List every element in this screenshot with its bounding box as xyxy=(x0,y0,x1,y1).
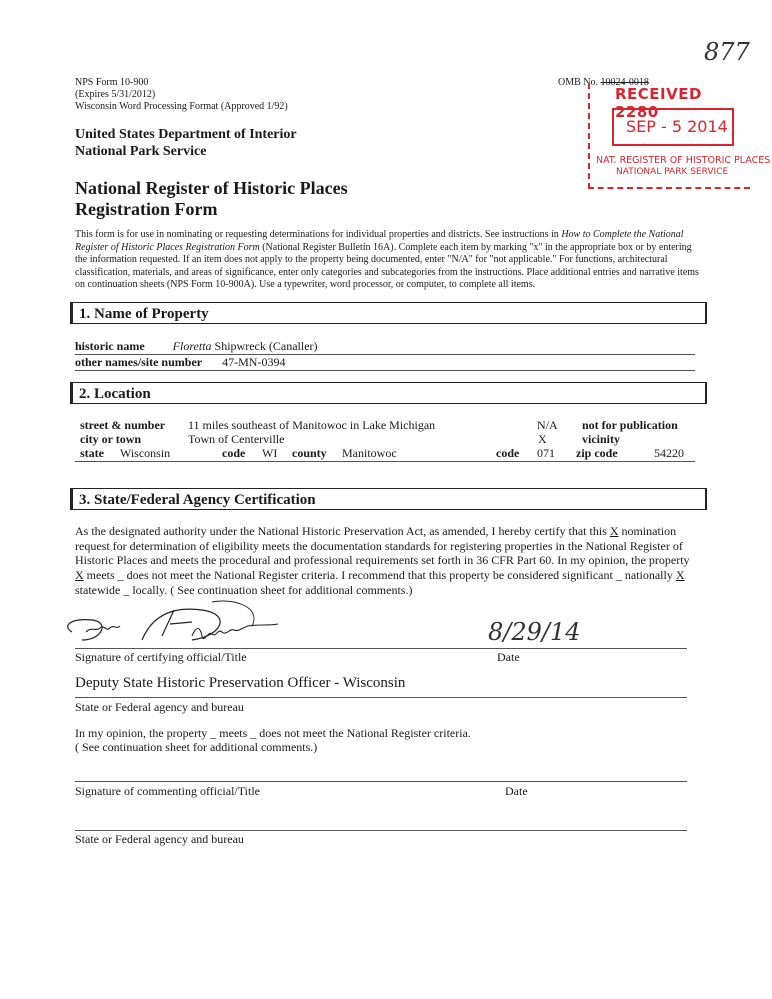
signature-line xyxy=(75,648,687,649)
form-title-line2: Registration Form xyxy=(75,199,218,219)
county-code-value: 071 xyxy=(537,446,555,460)
signature-image xyxy=(62,596,322,656)
commenting-date-label: Date xyxy=(505,784,528,798)
county-value: Manitowoc xyxy=(342,446,397,460)
department-line1: United States Department of Interior xyxy=(75,127,297,142)
date-label: Date xyxy=(497,650,520,664)
instructions-bulletin-title: How to Complete the National Register of Historic Places Registration Form xyxy=(75,229,684,253)
official-title-line xyxy=(75,697,687,698)
form-number: NPS Form 10-900 xyxy=(75,77,149,88)
department-heading xyxy=(75,126,297,160)
street-value: 11 miles southeast of Manitowoc in Lake Michigan xyxy=(188,418,436,432)
section-2-title: 2. Location xyxy=(79,386,151,402)
historic-name-italic: Floretta xyxy=(172,339,212,353)
omb-label: OMB No. xyxy=(558,77,599,88)
handwritten-page-number: 877 xyxy=(704,38,750,66)
other-names-underline xyxy=(75,370,695,371)
state-code-value: WI xyxy=(262,446,278,460)
section-3-heading xyxy=(70,488,707,510)
form-title xyxy=(75,178,348,220)
form-format: Wisconsin Word Processing Format (Approved 1/92) xyxy=(75,101,288,112)
stamp-register: NAT. REGISTER OF HISTORIC PLACES xyxy=(596,155,771,166)
zip-value: 54220 xyxy=(654,446,684,460)
commenting-signature-label: Signature of commenting official/Title xyxy=(75,784,260,798)
county-label: county xyxy=(292,446,327,460)
street-na: N/A xyxy=(537,418,558,432)
commenting-signature-line xyxy=(75,781,687,782)
stamp-service: NATIONAL PARK SERVICE xyxy=(616,167,729,177)
cert-text-3: meets _ does not meet the National Register criteria. I recommend that this property be considered significant _ nationally xyxy=(83,568,676,583)
stamp-date-box xyxy=(612,108,734,146)
certification-paragraph xyxy=(75,524,695,598)
received-stamp xyxy=(588,83,771,189)
department-line2: National Park Service xyxy=(75,144,207,159)
instructions-part1: This form is for use in nominating or requesting determinations for individual properties and districts. See instructions in xyxy=(75,229,562,240)
section-1-heading xyxy=(70,302,707,324)
stamp-received: RECEIVED 2280 xyxy=(615,85,702,121)
agency-label: State or Federal agency and bureau xyxy=(75,700,244,714)
official-title: Deputy State Historic Preservation Officer - Wisconsin xyxy=(75,675,406,691)
agency-label-2: State or Federal agency and bureau xyxy=(75,832,244,846)
signature-label: Signature of certifying official/Title xyxy=(75,650,247,664)
state-label: state xyxy=(80,446,104,460)
historic-name-row xyxy=(75,339,695,353)
form-title-line1: National Register of Historic Places xyxy=(75,178,348,198)
zip-label: zip code xyxy=(576,446,618,460)
vicinity-label: vicinity xyxy=(582,432,620,446)
instructions-paragraph xyxy=(75,229,700,292)
form-expiration: (Expires 5/31/2012) xyxy=(75,89,156,100)
cert-text-4: statewide _ locally. ( See continuation sheet for additional comments.) xyxy=(75,582,413,597)
historic-name-label: historic name xyxy=(75,339,145,353)
agency-line-2 xyxy=(75,830,687,831)
omb-value: 10024-0018 xyxy=(600,77,649,88)
historic-name-rest: Shipwreck (Canaller) xyxy=(211,339,318,353)
section-1-title: 1. Name of Property xyxy=(79,306,209,322)
opinion-line-1: In my opinion, the property _ meets _ does not meet the National Register criteria. xyxy=(75,726,471,740)
other-names-value: 47-MN-0394 xyxy=(222,355,286,369)
street-label: street & number xyxy=(80,418,166,432)
form-header xyxy=(75,77,288,113)
cert-statewide-mark: X xyxy=(675,568,685,583)
other-names-label: other names/site number xyxy=(75,355,203,369)
signature-graphic xyxy=(62,596,322,656)
cert-meets-mark: X xyxy=(75,568,84,583)
signature-date: 8/29/14 xyxy=(488,618,581,646)
location-underline xyxy=(75,461,695,462)
other-names-row xyxy=(75,355,285,369)
instructions-part2: (National Register Bulletin 16A). Complete each item by marking "x" in the appropriate box or by entering the information requested. If an item does not apply to the property being documented, enter "N/A" for "not applicable." For functions, architectural classification, materials, and areas of significance, enter only categories and subcategories from the instructions. Place additional entries and narrative items on continuation sheets (NPS Form 10-900A). Use a typewriter, word processor, or computer, to complete all items. xyxy=(75,241,699,291)
city-value: Town of Centerville xyxy=(188,432,285,446)
state-code-label: code xyxy=(222,446,246,460)
county-code-label: code xyxy=(496,446,520,460)
cert-text-2: nomination request for determination of eligibility meets the documentation standards for registering properties in the National Register of Historic Places and meets the procedural and professional requirements set forth in 36 CFR Part 60. In my opinion, the property xyxy=(75,524,690,568)
cert-text-1: As the designated authority under the National Historic Preservation Act, as amended, I hereby certify that this xyxy=(75,524,610,538)
stamp-date: SEP - 5 2014 xyxy=(626,117,728,136)
state-value: Wisconsin xyxy=(120,446,171,460)
cert-nomination-mark: X xyxy=(609,524,619,538)
not-for-publication-label: not for publication xyxy=(582,418,678,432)
opinion-line-2: ( See continuation sheet for additional comments.) xyxy=(75,740,318,754)
section-2-heading xyxy=(70,382,707,404)
vicinity-mark: X xyxy=(538,432,547,446)
city-label: city or town xyxy=(80,432,142,446)
section-3-title: 3. State/Federal Agency Certification xyxy=(79,492,316,508)
